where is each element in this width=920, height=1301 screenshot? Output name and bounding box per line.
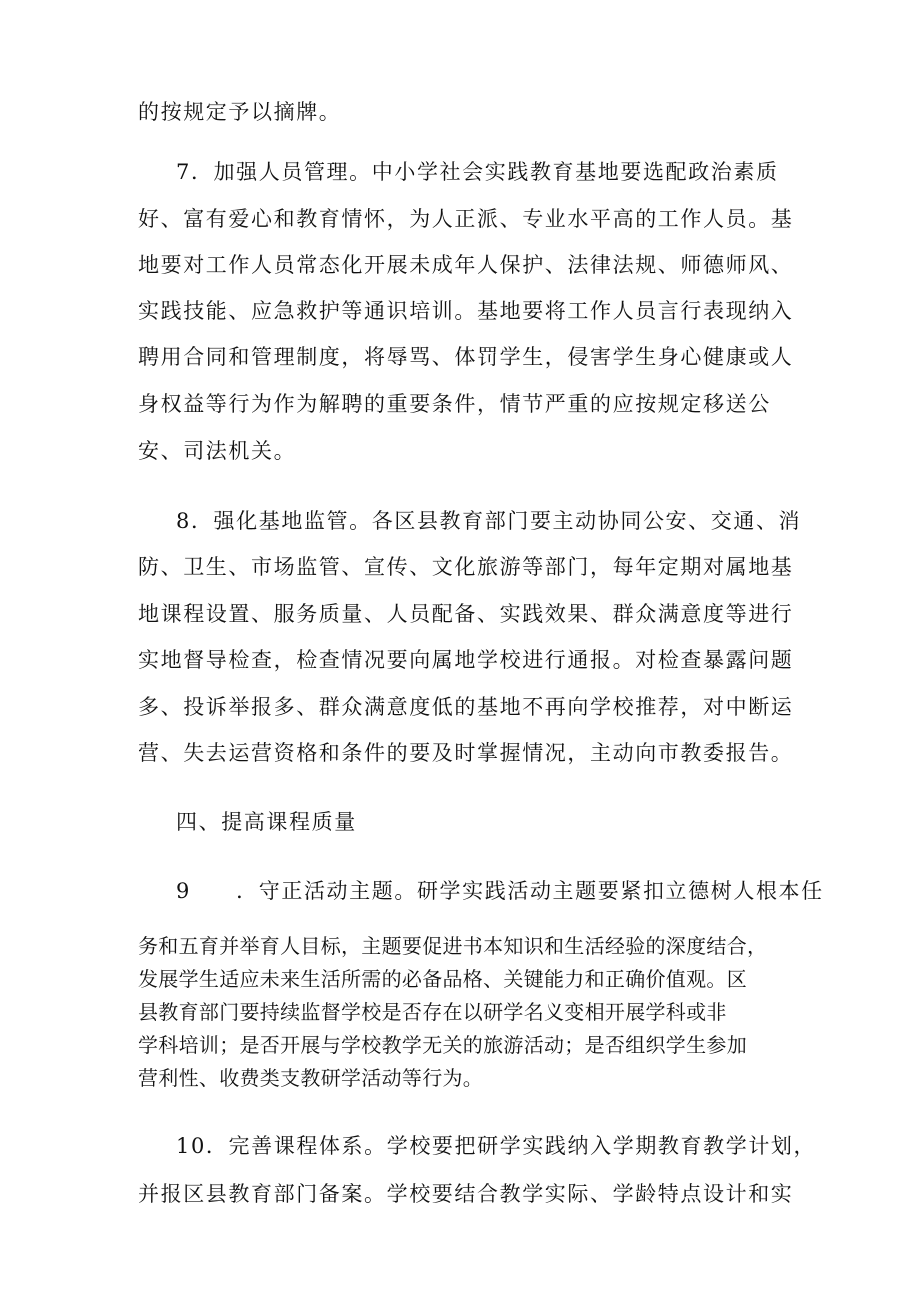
paragraph-line: 好、富有爱心和教育情怀，为人正派、专业水平高的工作人员。基 (138, 207, 794, 231)
paragraph-line: 学科培训；是否开展与学校教学无关的旅游活动；是否组织学生参加 (138, 1033, 747, 1057)
paragraph-line: 务和五育并举育人目标，主题要促进书本知识和生活经验的深度结合， (138, 934, 768, 958)
paragraph-line: 聘用合同和管理制度，将辱骂、体罚学生，侵害学生身心健康或人 (138, 345, 794, 369)
paragraph-line: 10．完善课程体系。学校要把研学实践纳入学期教育教学计划， (176, 1134, 817, 1158)
paragraph-line: 的按规定予以摘牌。 (138, 100, 342, 124)
paragraph-line: 实地督导检查，检查情况要向属地学校进行通报。对检查暴露问题 (138, 648, 794, 672)
paragraph-line: 安、司法机关。 (138, 439, 297, 463)
paragraph-line: 发展学生适应未来生活所需的必备品格、关键能力和正确价值观。区 (138, 967, 747, 991)
paragraph-line: 身权益等行为作为解聘的重要条件，情节严重的应按规定移送公 (138, 392, 771, 416)
paragraph-line: 8．强化基地监管。各区县教育部门要主动协同公安、交通、消 (176, 509, 802, 533)
paragraph-line: 地要对工作人员常态化开展未成年人保护、法律法规、师德师风、 (138, 253, 794, 277)
paragraph-line: 并报区县教育部门备案。学校要结合教学实际、学龄特点设计和实 (138, 1182, 794, 1206)
paragraph-line: 9 ．守正活动主题。研学实践活动主题要紧扣立德树人根本任 (176, 879, 824, 903)
section-heading: 四、提高课程质量 (176, 810, 357, 834)
paragraph-line: 7．加强人员管理。中小学社会实践教育基地要选配政治素质 (176, 160, 779, 184)
paragraph-line: 地课程设置、服务质量、人员配备、实践效果、群众满意度等进行 (138, 602, 794, 626)
paragraph-line: 营利性、收费类支教研学活动等行为。 (138, 1066, 484, 1090)
paragraph-line: 防、卫生、市场监管、宣传、文化旅游等部门，每年定期对属地基 (138, 555, 794, 579)
paragraph-line: 县教育部门要持续监督学校是否存在以研学名义变相开展学科或非 (138, 1000, 727, 1024)
paragraph-line: 实践技能、应急救护等通识培训。基地要将工作人员言行表现纳入 (138, 299, 794, 323)
paragraph-line: 营、失去运营资格和条件的要及时掌握情况，主动向市教委报告。 (138, 741, 794, 765)
paragraph-line: 多、投诉举报多、群众满意度低的基地不再向学校推荐，对中断运 (138, 695, 794, 719)
